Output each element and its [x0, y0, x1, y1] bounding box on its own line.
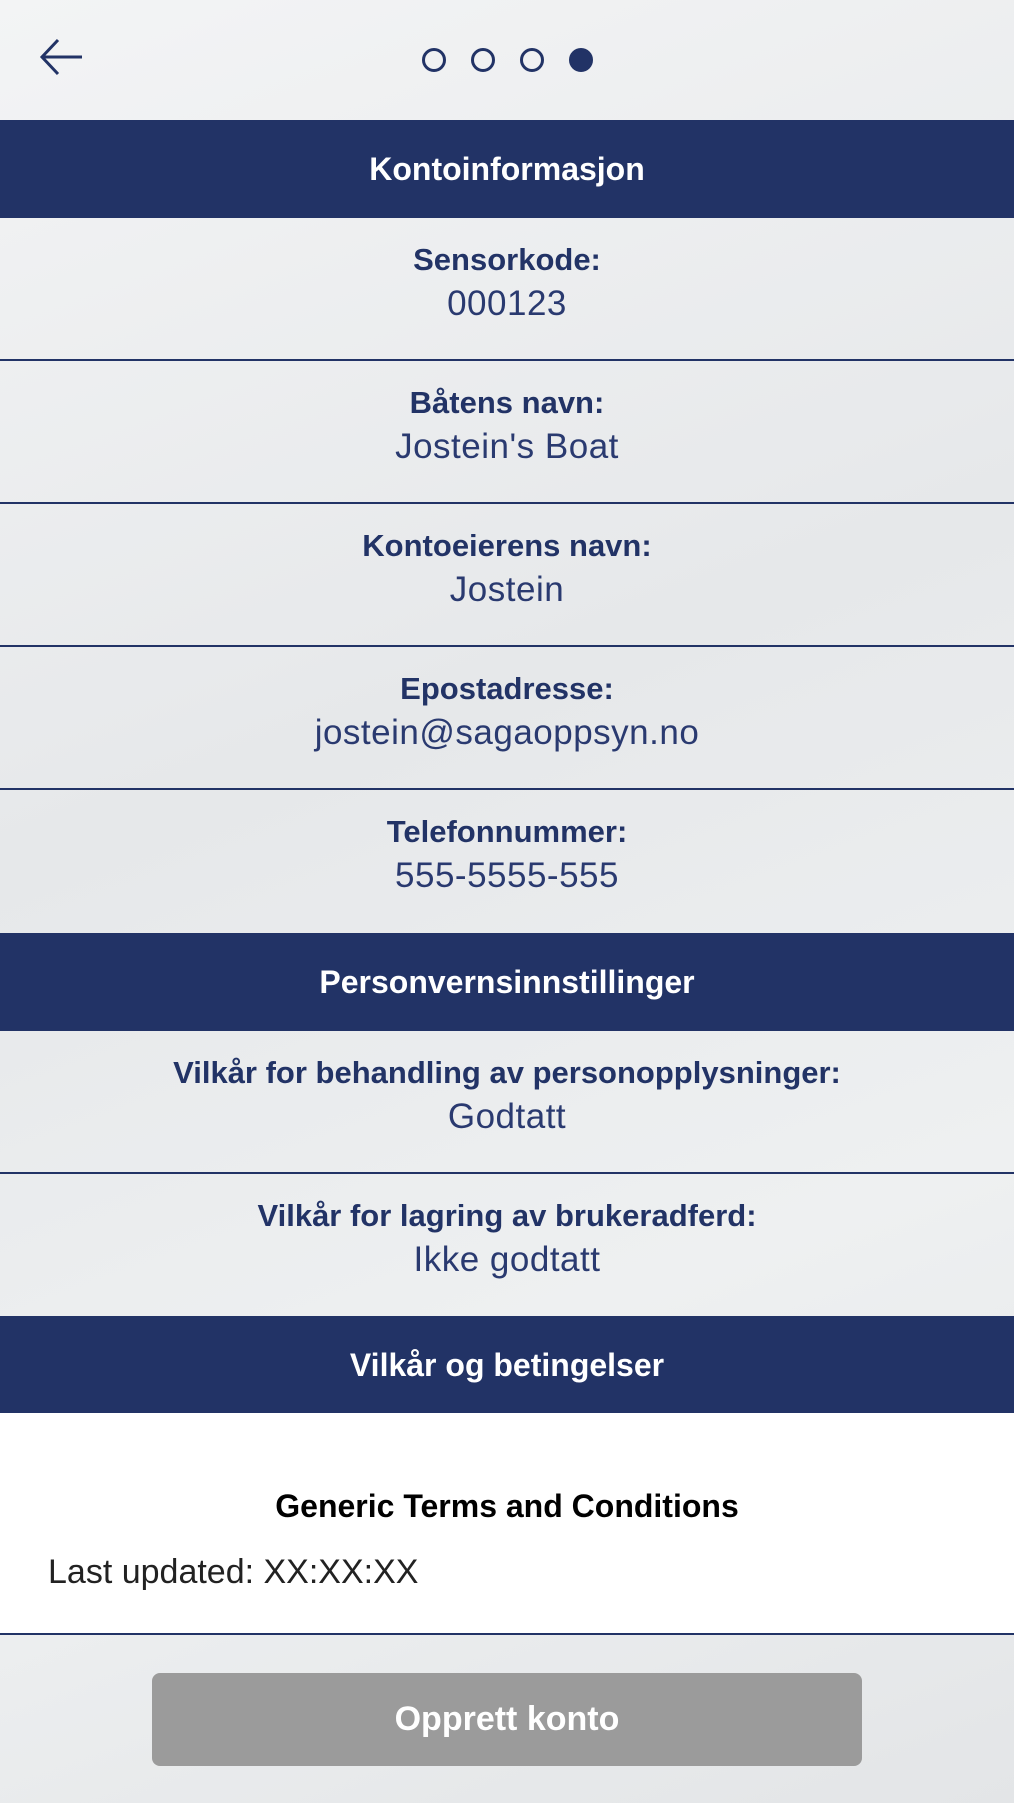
field-value: 555-5555-555: [395, 856, 619, 895]
step-dot-1: [422, 48, 446, 72]
step-dot-3: [520, 48, 544, 72]
terms-box[interactable]: [0, 1413, 1014, 1635]
create-account-button[interactable]: Opprett konto: [152, 1673, 862, 1766]
field-label: Vilkår for behandling av personopplysninger:: [173, 1055, 841, 1090]
field-label: Telefonnummer:: [386, 814, 628, 849]
field-label: Sensorkode:: [413, 242, 601, 277]
field-label: Vilkår for lagring av brukeradferd:: [257, 1198, 757, 1233]
field-privacy-terms: [0, 1031, 1014, 1174]
field-phone: [0, 790, 1014, 933]
field-label: Kontoeierens navn:: [362, 528, 652, 563]
top-nav: [0, 0, 1014, 120]
field-value: Godtatt: [447, 1097, 567, 1136]
step-dot-2: [471, 48, 495, 72]
field-email: [0, 647, 1014, 790]
field-boat-name: [0, 361, 1014, 504]
field-label: Båtens navn:: [409, 385, 605, 420]
section-header-account: Kontoinformasjon: [0, 120, 1014, 218]
section-header-terms: Vilkår og betingelser: [0, 1316, 1014, 1414]
terms-title: Generic Terms and Conditions: [275, 1488, 739, 1524]
field-value: Jostein: [449, 570, 565, 609]
terms-last-updated: Last updated: XX:XX:XX: [48, 1553, 419, 1591]
field-value: 000123: [447, 284, 567, 323]
field-label: Epostadresse:: [400, 671, 614, 706]
step-indicator: [0, 48, 1014, 72]
step-dot-4-active: [569, 48, 593, 72]
field-value: jostein@sagaoppsyn.no: [314, 713, 700, 752]
field-behavior-storage: [0, 1174, 1014, 1317]
field-value: Ikke godtatt: [413, 1240, 601, 1279]
field-owner-name: [0, 504, 1014, 647]
section-header-privacy: Personvernsinnstillinger: [0, 933, 1014, 1031]
field-sensor-code: [0, 218, 1014, 361]
field-value: Jostein's Boat: [395, 427, 619, 466]
